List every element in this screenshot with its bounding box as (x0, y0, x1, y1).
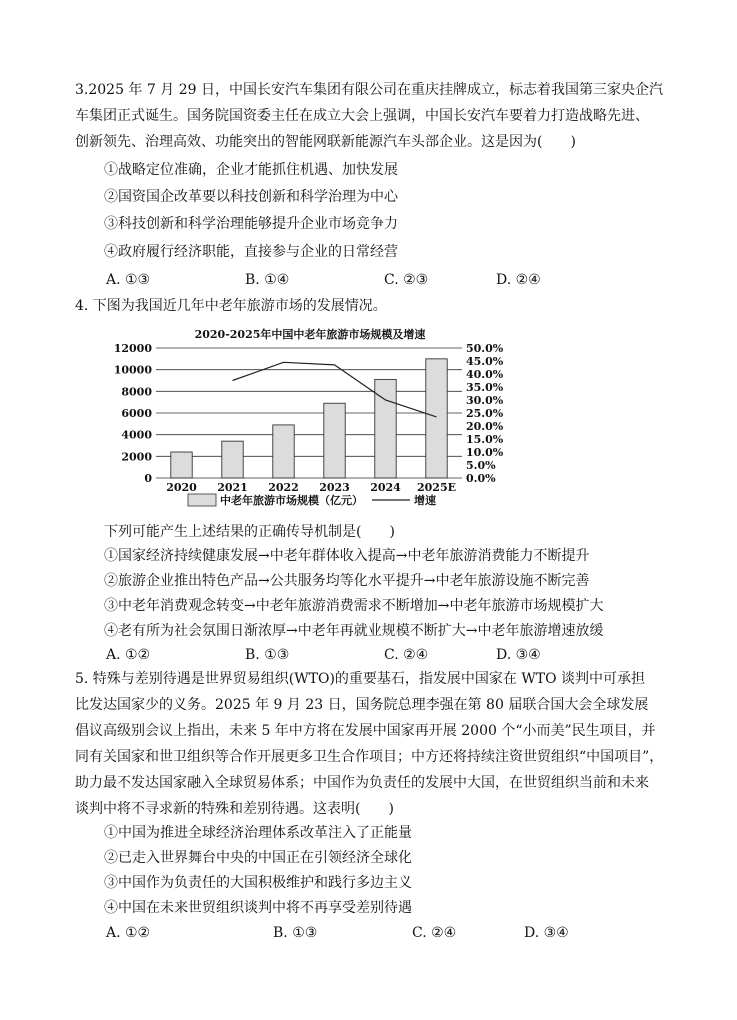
q5-line-1: 5. 特殊与差别待遇是世界贸易组织(WTO)的重要基石，指发展中国家在 WTO 谈判中可承担 (75, 671, 646, 687)
chart-title: 2020-2025年中国中老年旅游市场规模及增速 (194, 328, 426, 341)
right-tick-label: 0.0% (466, 472, 496, 485)
left-axis (114, 342, 153, 485)
right-tick-label: 50.0% (466, 342, 504, 355)
q3-line-1: 3.2025 年 7 月 29 日，中国长安汽车集团有限公司在重庆挂牌成立，标志着我国第三家央企汽 (75, 82, 663, 98)
left-tick-label: 12000 (113, 342, 152, 355)
q5-line-2: 比发达国家少的义务。2025 年 9 月 23 日，国务院总理李强在第 80 届联合国大会全球发展 (75, 697, 649, 713)
q4-choice-d[interactable]: D. ③④ (496, 647, 541, 663)
q3-option-1: ①战略定位准确，企业才能抓住机遇、加快发展 (104, 162, 398, 178)
q4-choice-a[interactable]: A. ①② (106, 647, 151, 663)
q4-stem: 4. 下图为我国近几年中老年旅游市场的发展情况。 (75, 298, 387, 314)
q5-line-5: 助力最不发达国家融入全球贸易体系；中国作为负责任的发展中大国，在世贸组织当前和未来 (75, 775, 649, 791)
q3-choice-b[interactable]: B. ①④ (245, 272, 290, 288)
q5-line-6: 谈判中将不寻求新的特殊和差别待遇。这表明( ) (75, 801, 394, 817)
q3-choice-d[interactable]: D. ②④ (496, 272, 541, 288)
q3-line-3: 创新领先、治理高效、功能突出的智能网联新能源汽车头部企业。这是因为( ) (75, 134, 576, 150)
bar (171, 452, 192, 478)
legend-bar-swatch (188, 494, 216, 506)
legend-line-label: 增速 (414, 494, 436, 507)
bar (324, 403, 345, 478)
q5-choice-c[interactable]: C. ②④ (412, 925, 457, 941)
q5-choice-b[interactable]: B. ①③ (273, 925, 318, 941)
q4-question: 下列可能产生上述结果的正确传导机制是( ) (104, 524, 395, 540)
left-tick-label: 0 (144, 472, 152, 485)
q4-choice-c[interactable]: C. ②④ (384, 647, 429, 663)
bar-series (171, 359, 447, 478)
right-tick-label: 5.0% (466, 459, 496, 472)
left-tick-label: 8000 (121, 385, 152, 399)
x-tick-label: 2024 (370, 481, 401, 494)
x-tick-label: 2022 (268, 481, 299, 494)
right-tick-label: 15.0% (466, 433, 504, 446)
x-tick-label: 2023 (319, 481, 350, 494)
q3-choice-c[interactable]: C. ②③ (384, 272, 429, 288)
q4-option-2: ②旅游企业推出特色产品→公共服务均等化水平提升→中老年旅游设施不断完善 (104, 573, 590, 589)
x-tick-label: 2025E (417, 481, 456, 494)
x-tick-label: 2021 (217, 481, 248, 494)
chart-gridlines (156, 348, 462, 478)
left-tick-label: 2000 (121, 450, 152, 464)
right-tick-label: 25.0% (466, 407, 504, 420)
q5-option-2: ②已走入世界舞台中央的中国正在引领经济全球化 (104, 850, 412, 866)
x-tick-label: 2020 (166, 481, 197, 494)
q5-line-4: 同有关国家和世卫组织等合作开展更多卫生合作项目；中方还将持续注资世贸组织“中国项目”， (75, 749, 664, 765)
q3-choice-a[interactable]: A. ①③ (106, 272, 151, 288)
q5-choice-a[interactable]: A. ①② (106, 925, 151, 941)
right-tick-label: 20.0% (466, 420, 504, 433)
right-axis (466, 342, 504, 485)
right-tick-label: 30.0% (466, 394, 504, 407)
left-tick-label: 10000 (113, 363, 152, 377)
bar (273, 425, 294, 478)
right-tick-label: 45.0% (466, 355, 504, 368)
q4-option-3: ③中老年消费观念转变→中老年旅游消费需求不断增加→中老年旅游市场规模扩大 (104, 598, 604, 614)
bar (426, 359, 447, 478)
q3-option-4: ④政府履行经济职能，直接参与企业的日常经营 (104, 244, 398, 260)
x-axis-labels (166, 481, 456, 494)
q5-option-3: ③中国作为负责任的大国积极维护和践行多边主义 (104, 875, 412, 891)
bar (222, 441, 243, 478)
legend-bar-label: 中老年旅游市场规模（亿元） (220, 494, 363, 507)
q3-line-2: 车集团正式诞生。国务院国资委主任在成立大会上强调，中国长安汽车要着力打造战略先进、 (75, 108, 649, 124)
right-tick-label: 40.0% (466, 368, 504, 381)
right-tick-label: 35.0% (466, 381, 504, 394)
q3-option-2: ②国资国企改革要以科技创新和科学治理为中心 (104, 189, 398, 205)
right-tick-label: 10.0% (466, 446, 504, 459)
q5-option-4: ④中国在未来世贸组织谈判中将不再享受差别待遇 (104, 900, 412, 916)
q5-line-3: 倡议高级别会议上指出，未来 5 年中方将在发展中国家再开展 2000 个“小而美”民生项目，并 (75, 723, 656, 739)
chart-legend (188, 493, 436, 507)
q5-option-1: ①中国为推进全球经济治理体系改革注入了正能量 (104, 825, 412, 841)
left-tick-label: 4000 (121, 428, 152, 442)
q4-option-1: ①国家经济持续健康发展→中老年群体收入提高→中老年旅游消费能力不断提升 (104, 548, 590, 564)
q5-choice-d[interactable]: D. ③④ (524, 925, 569, 941)
q4-choice-b[interactable]: B. ①③ (245, 647, 290, 663)
market-chart (110, 322, 510, 518)
q4-option-4: ④老有所为社会氛围日渐浓厚→中老年再就业规模不断扩大→中老年旅游增速放缓 (104, 623, 604, 639)
q3-option-3: ③科技创新和科学治理能够提升企业市场竞争力 (104, 216, 398, 232)
left-tick-label: 6000 (121, 407, 152, 420)
